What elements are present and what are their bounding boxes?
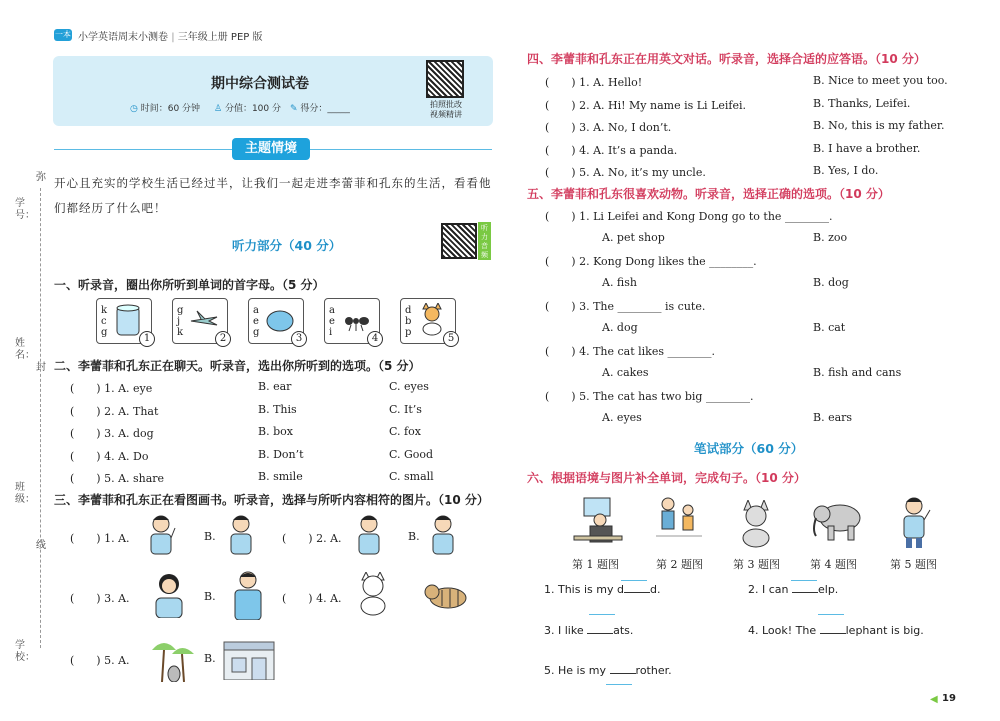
class-label: 班级： (15, 482, 35, 505)
s4-option-b[interactable]: B. I have a brother. (813, 141, 921, 155)
seal-char: 线 (36, 540, 46, 551)
sentence-pre: 4. Look! The (748, 624, 820, 637)
time-text: 时间：60 分钟 (140, 104, 201, 114)
brand-logo: 一本 (55, 30, 71, 39)
s6-sentence-5 (544, 664, 672, 677)
letter-option[interactable]: g (253, 327, 260, 338)
theme-heading: 主题情境 (232, 138, 310, 160)
s2-option-c[interactable]: C. eyes (389, 380, 429, 393)
sentence-post: ats. (613, 624, 634, 637)
letter-card (248, 298, 304, 344)
boy-nose-icon (354, 514, 384, 558)
kitten-icon (736, 500, 776, 548)
cat-icon (354, 572, 392, 616)
intro-text: 开心且充实的学校生活已经过半，让我们一起走进李蕾菲和孔东的生活，看看他们都经历了什么吧！ (54, 176, 492, 215)
zoo-icon (150, 636, 196, 682)
s2-option-a[interactable]: ( ) 1. A. eye (70, 382, 153, 395)
card-number: 4 (367, 331, 383, 347)
boy-eye-icon (428, 514, 458, 558)
s5-option-a[interactable]: A. dog (602, 321, 638, 334)
ant-icon (341, 303, 371, 337)
score-text: 分值：100 分 (224, 104, 281, 114)
tiger-icon (424, 580, 468, 610)
sentence-pre: 2. I can (748, 583, 792, 596)
s4-option-a[interactable]: ( ) 2. A. Hi! My name is Li Leifei. (545, 98, 746, 112)
s3-item5-b: B. (204, 652, 216, 665)
letter-option[interactable]: g (177, 305, 184, 316)
picture-caption: 第 1 题图 (572, 558, 619, 571)
s4-option-b[interactable]: B. Yes, I do. (813, 164, 879, 177)
got-text: 得分：_____ (300, 104, 350, 114)
s6-sentence-2 (748, 583, 838, 596)
elephant-icon (808, 498, 866, 542)
s2-option-a[interactable]: ( ) 3. A. dog (70, 427, 154, 440)
boy-waving-icon (146, 514, 176, 558)
section1-title-text: 一、听录音，圈出你所听到单词的首字母。（5 分） (54, 278, 325, 292)
qr-caption-line: 拍照批改 (430, 100, 462, 109)
binding-line (40, 188, 41, 648)
s5-question: ( ) 1. Li Leifei and Kong Dong go to the ________. (545, 210, 833, 223)
card-number: 3 (291, 331, 307, 347)
picture-caption: 第 5 题图 (890, 558, 937, 571)
picture-caption: 第 4 题图 (810, 558, 857, 571)
sentence-pre: 1. This is my d (544, 583, 624, 596)
letter-card (400, 298, 456, 344)
card-number: 2 (215, 331, 231, 347)
card-letters (405, 305, 415, 338)
card-number: 1 (139, 331, 155, 347)
s4-option-a[interactable]: ( ) 5. A. No, it’s my uncle. (545, 166, 706, 179)
picture-caption: 第 3 题图 (733, 558, 780, 571)
s2-option-c[interactable]: C. small (389, 470, 434, 483)
s4-option-a[interactable]: ( ) 4. A. It’s a panda. (545, 143, 678, 157)
sentence-pre: 3. I like (544, 624, 588, 637)
man-icon (230, 570, 266, 620)
woman-icon (150, 570, 188, 618)
s4-option-b[interactable]: B. Nice to meet you too. (813, 74, 948, 87)
qr-code-icon[interactable] (426, 60, 464, 98)
s4-option-a[interactable]: ( ) 3. A. No, I don’t. (545, 121, 672, 134)
dog-icon (417, 303, 447, 337)
card-letters (177, 305, 187, 338)
guide-line (589, 614, 615, 615)
s5-option-b[interactable]: B. zoo (813, 231, 848, 244)
card-number: 5 (443, 331, 459, 347)
school-label: 学校： (15, 640, 35, 663)
letter-option[interactable]: i (329, 327, 333, 338)
series-header (78, 28, 263, 43)
s2-option-a[interactable]: ( ) 4. A. Do (70, 449, 149, 463)
s2-option-a[interactable]: ( ) 2. A. That (70, 404, 159, 418)
section6-title: 六、根据语境与图片补全单词，完成句子。（10 分） (527, 471, 806, 485)
s3-item3-b: B. (204, 590, 216, 603)
audio-qr-icon[interactable] (441, 223, 477, 259)
letter-option[interactable]: p (405, 327, 412, 338)
answer-blank[interactable] (792, 592, 818, 593)
section2-title: 二、李蕾菲和孔东正在聊天。听录音，选出你所听到的选项。（5 分） (54, 359, 421, 373)
answer-blank[interactable] (587, 633, 613, 634)
s2-option-c[interactable]: C. Good (389, 447, 434, 461)
s3-item4-label: ( ) 4. A. (282, 592, 342, 605)
s5-option-b[interactable]: B. dog (813, 276, 849, 289)
s6-sentence-3 (544, 624, 633, 637)
s2-option-b[interactable]: B. Don’t (258, 447, 304, 461)
s5-option-b[interactable]: B. ears (813, 411, 853, 424)
letter-option[interactable]: g (101, 327, 108, 338)
person-icon: ♙ (214, 104, 223, 114)
page-number: 19 (942, 693, 956, 704)
answer-blank[interactable] (820, 633, 846, 634)
audio-badge: 听力音频 (478, 222, 491, 260)
name-label: 姓名： (15, 338, 35, 361)
picture-caption: 第 2 题图 (656, 558, 703, 571)
sentence-post: d. (649, 583, 661, 596)
s2-option-b[interactable]: B. box (258, 425, 293, 438)
student-number-label: 学号： (15, 198, 35, 221)
s5-question: ( ) 4. The cat likes ________. (545, 345, 715, 358)
pen-icon: ✎ (290, 104, 298, 114)
letter-option[interactable]: k (101, 305, 108, 316)
got-info (290, 101, 350, 114)
s5-option-a[interactable]: A. cakes (602, 366, 649, 379)
s2-option-a[interactable]: ( ) 5. A. share (70, 472, 165, 485)
s2-option-c[interactable]: C. fox (389, 425, 421, 438)
letter-option[interactable]: c (101, 316, 107, 327)
jet-icon (189, 303, 219, 337)
letter-option[interactable]: a (329, 305, 335, 316)
s5-option-b[interactable]: B. cat (813, 321, 846, 334)
s2-option-c[interactable]: C. It’s (389, 402, 422, 416)
letter-card (172, 298, 228, 344)
s6-sentence-1 (544, 583, 660, 596)
boy-pointing-icon (226, 514, 256, 558)
egg-icon (265, 303, 295, 337)
sentence-pre: 5. He is my (544, 664, 610, 677)
s5-option-a[interactable]: A. eyes (602, 411, 642, 424)
guide-line (791, 580, 817, 581)
computer-user-icon (570, 494, 626, 546)
answer-blank[interactable] (610, 673, 636, 674)
letter-option[interactable]: a (253, 305, 259, 316)
s3-item5-label: ( ) 5. A. (70, 654, 130, 667)
writing-title: 笔试部分（60 分） (694, 441, 804, 456)
father-son-icon (654, 494, 704, 546)
letter-option[interactable]: e (253, 316, 259, 327)
s4-option-a[interactable]: ( ) 1. A. Hello! (545, 76, 643, 89)
s2-option-b[interactable]: B. smile (258, 470, 303, 483)
s3-item2-b: B. (408, 530, 420, 543)
letter-option[interactable]: j (177, 316, 181, 327)
section1-title (54, 276, 325, 293)
card-letters (101, 305, 111, 338)
s3-item2-label: ( ) 2. A. (282, 532, 342, 545)
s5-option-b[interactable]: B. fish and cans (813, 366, 902, 379)
qr-caption (424, 100, 468, 120)
s5-option-a[interactable]: A. fish (602, 276, 638, 289)
s3-item1-b: B. (204, 530, 216, 543)
s3-item1-label: ( ) 1. A. (70, 532, 130, 545)
guide-line (818, 614, 844, 615)
guide-line (621, 580, 647, 581)
score-info (214, 101, 281, 114)
waving-boy-icon (898, 496, 932, 548)
s5-question: ( ) 2. Kong Dong likes the ________. (545, 255, 757, 268)
header-divider: | (171, 32, 175, 43)
letter-card (324, 298, 380, 344)
s5-question: ( ) 5. The cat has two big ________. (545, 390, 754, 403)
seal-char: 弥 (36, 172, 46, 183)
section4-title: 四、李蕾菲和孔东正在用英文对话。听录音，选择合适的应答语。（10 分） (527, 52, 926, 66)
s2-option-b[interactable]: B. ear (258, 380, 292, 393)
s3-item3-label: ( ) 3. A. (70, 592, 130, 605)
sentence-post: lephant is big. (845, 624, 924, 637)
s4-option-b[interactable]: B. No, this is my father. (813, 119, 945, 132)
letter-option[interactable]: d (405, 305, 412, 316)
s4-option-b[interactable]: B. Thanks, Leifei. (813, 96, 911, 110)
letter-option[interactable]: k (177, 327, 184, 338)
sentence-post: rother. (635, 664, 672, 677)
s5-option-a[interactable]: A. pet shop (602, 231, 665, 244)
sentence-post: elp. (818, 583, 839, 596)
s6-sentence-4 (748, 624, 924, 637)
guide-line (606, 684, 632, 685)
listening-title: 听力部分（40 分） (232, 238, 342, 253)
time-info (130, 101, 200, 114)
section5-title: 五、李蕾菲和孔东很喜欢动物。听录音，选择正确的选项。（10 分） (527, 187, 890, 201)
page-title: 期中综合测试卷 (211, 76, 309, 92)
card-letters (329, 305, 339, 338)
answer-blank[interactable] (624, 592, 650, 593)
seal-char: 封 (36, 362, 46, 373)
letter-card (96, 298, 152, 344)
qr-caption-line: 视频精讲 (430, 110, 462, 119)
s5-question: ( ) 3. The ________ is cute. (545, 300, 706, 313)
grade-name: 三年级上册 PEP 版 (177, 32, 263, 43)
pet-shop-icon (222, 640, 276, 680)
section3-title: 三、李蕾菲和孔东正在看图画书。听录音，选择与所听内容相符的图片。（10 分） (54, 493, 489, 507)
page-arrow-icon: ◀ (930, 694, 938, 705)
s2-option-b[interactable]: B. This (258, 402, 297, 416)
letter-option[interactable]: e (329, 316, 335, 327)
letter-option[interactable]: b (405, 316, 412, 327)
can-icon (113, 303, 143, 337)
series-name: 小学英语周末小测卷 (78, 32, 168, 43)
clock-icon: ◷ (130, 104, 138, 114)
card-letters (253, 305, 263, 338)
